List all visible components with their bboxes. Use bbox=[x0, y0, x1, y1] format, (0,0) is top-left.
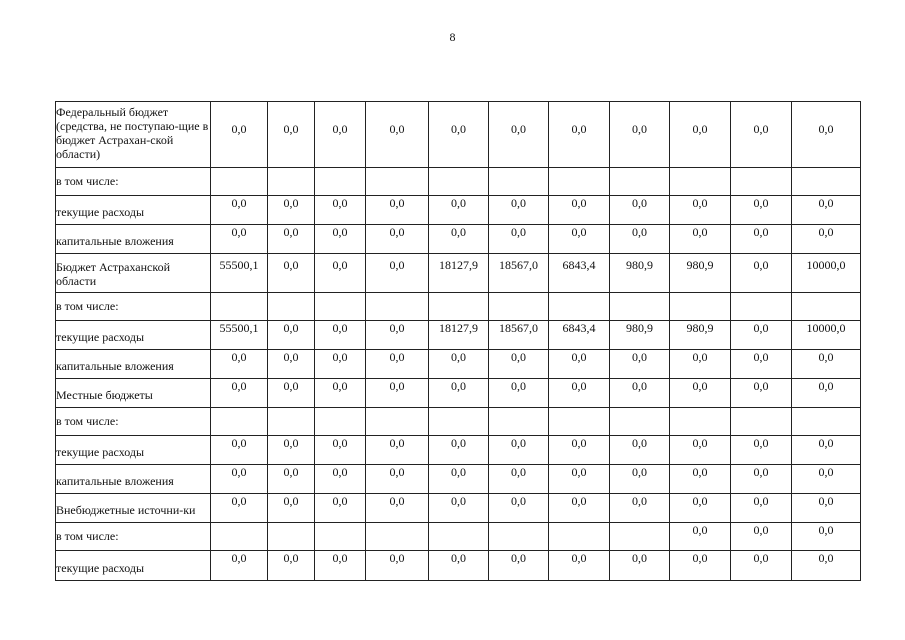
table-cell: 0,0 bbox=[489, 102, 549, 168]
table-cell: 0,0 bbox=[268, 465, 315, 494]
table-cell: 0,0 bbox=[268, 254, 315, 293]
table-row bbox=[56, 523, 861, 551]
row-label: в том числе: bbox=[56, 408, 211, 436]
table-cell: 0,0 bbox=[268, 350, 315, 379]
table-cell bbox=[429, 293, 489, 321]
table-cell: 0,0 bbox=[610, 196, 670, 225]
table-cell: 18127,9 bbox=[429, 254, 489, 293]
table-cell: 18567,0 bbox=[489, 254, 549, 293]
row-label: Местные бюджеты bbox=[56, 379, 211, 408]
table-cell: 0,0 bbox=[792, 379, 861, 408]
table-cell: 0,0 bbox=[670, 494, 731, 523]
table-cell: 0,0 bbox=[792, 523, 861, 551]
table-cell: 0,0 bbox=[315, 494, 366, 523]
table-cell: 0,0 bbox=[792, 196, 861, 225]
budget-table bbox=[55, 101, 861, 581]
table-cell: 0,0 bbox=[731, 551, 792, 581]
table-cell: 0,0 bbox=[489, 494, 549, 523]
table-cell: 0,0 bbox=[268, 494, 315, 523]
table-cell bbox=[268, 408, 315, 436]
table-cell: 0,0 bbox=[549, 196, 610, 225]
table-cell: 0,0 bbox=[489, 551, 549, 581]
table-cell: 0,0 bbox=[268, 436, 315, 465]
table-cell: 0,0 bbox=[670, 465, 731, 494]
table-cell: 0,0 bbox=[366, 350, 429, 379]
table-cell bbox=[429, 168, 489, 196]
table-cell bbox=[211, 408, 268, 436]
table-cell bbox=[610, 523, 670, 551]
table-cell: 0,0 bbox=[610, 465, 670, 494]
table-cell bbox=[670, 168, 731, 196]
table-cell: 0,0 bbox=[731, 321, 792, 350]
table-cell: 0,0 bbox=[610, 225, 670, 254]
table-cell: 0,0 bbox=[366, 465, 429, 494]
table-cell: 0,0 bbox=[315, 551, 366, 581]
table-cell bbox=[268, 523, 315, 551]
table-cell bbox=[731, 168, 792, 196]
table-cell: 0,0 bbox=[268, 196, 315, 225]
table-cell: 6843,4 bbox=[549, 321, 610, 350]
table-cell: 10000,0 bbox=[792, 321, 861, 350]
table-cell: 0,0 bbox=[429, 350, 489, 379]
table-cell bbox=[489, 523, 549, 551]
table-cell bbox=[610, 408, 670, 436]
table-cell bbox=[429, 523, 489, 551]
table-cell: 0,0 bbox=[670, 102, 731, 168]
table-cell: 0,0 bbox=[268, 379, 315, 408]
row-label: в том числе: bbox=[56, 523, 211, 551]
table-cell: 0,0 bbox=[489, 465, 549, 494]
row-label: Бюджет Астраханской области bbox=[56, 254, 211, 293]
table-cell: 0,0 bbox=[731, 254, 792, 293]
table-cell: 0,0 bbox=[211, 494, 268, 523]
table-cell: 0,0 bbox=[315, 436, 366, 465]
table-cell: 55500,1 bbox=[211, 254, 268, 293]
table-cell: 0,0 bbox=[366, 321, 429, 350]
table-cell: 0,0 bbox=[366, 254, 429, 293]
table-cell bbox=[549, 408, 610, 436]
table-cell: 0,0 bbox=[549, 350, 610, 379]
table-cell: 0,0 bbox=[429, 102, 489, 168]
table-cell: 0,0 bbox=[429, 379, 489, 408]
row-label: текущие расходы bbox=[56, 196, 211, 225]
row-label: текущие расходы bbox=[56, 436, 211, 465]
table-cell bbox=[792, 168, 861, 196]
table-cell: 0,0 bbox=[792, 436, 861, 465]
table-cell: 0,0 bbox=[489, 225, 549, 254]
table-cell: 0,0 bbox=[366, 196, 429, 225]
table-cell: 0,0 bbox=[211, 196, 268, 225]
table-row bbox=[56, 321, 861, 350]
row-label: в том числе: bbox=[56, 168, 211, 196]
table-cell: 10000,0 bbox=[792, 254, 861, 293]
table-cell bbox=[610, 168, 670, 196]
table-cell: 0,0 bbox=[792, 551, 861, 581]
table-cell bbox=[268, 293, 315, 321]
table-cell: 18567,0 bbox=[489, 321, 549, 350]
table-cell: 0,0 bbox=[670, 225, 731, 254]
table-cell: 0,0 bbox=[670, 551, 731, 581]
table-cell: 0,0 bbox=[610, 436, 670, 465]
table-cell: 0,0 bbox=[211, 551, 268, 581]
table-cell: 0,0 bbox=[366, 379, 429, 408]
table-cell: 980,9 bbox=[670, 254, 731, 293]
table-cell bbox=[366, 408, 429, 436]
table-cell: 0,0 bbox=[268, 102, 315, 168]
table-cell: 0,0 bbox=[792, 350, 861, 379]
table-cell bbox=[670, 293, 731, 321]
table-cell: 0,0 bbox=[429, 225, 489, 254]
table-cell: 0,0 bbox=[429, 465, 489, 494]
table-cell: 0,0 bbox=[429, 196, 489, 225]
table-cell bbox=[549, 293, 610, 321]
table-cell: 0,0 bbox=[731, 523, 792, 551]
row-label: капитальные вложения bbox=[56, 465, 211, 494]
table-cell: 0,0 bbox=[489, 379, 549, 408]
table-cell: 0,0 bbox=[670, 350, 731, 379]
table-cell: 0,0 bbox=[268, 225, 315, 254]
table-row bbox=[56, 350, 861, 379]
table-cell bbox=[489, 293, 549, 321]
table-cell bbox=[366, 293, 429, 321]
table-cell: 0,0 bbox=[211, 436, 268, 465]
table-cell: 55500,1 bbox=[211, 321, 268, 350]
table-cell: 0,0 bbox=[549, 379, 610, 408]
table-cell: 0,0 bbox=[489, 350, 549, 379]
table-cell: 0,0 bbox=[211, 379, 268, 408]
table-cell: 0,0 bbox=[489, 196, 549, 225]
table-cell: 0,0 bbox=[610, 350, 670, 379]
table-cell: 0,0 bbox=[792, 465, 861, 494]
table-row bbox=[56, 102, 861, 168]
table-row bbox=[56, 436, 861, 465]
table-cell: 0,0 bbox=[731, 465, 792, 494]
table-cell: 0,0 bbox=[366, 225, 429, 254]
table-cell: 0,0 bbox=[429, 551, 489, 581]
table-row bbox=[56, 293, 861, 321]
table-cell: 0,0 bbox=[731, 379, 792, 408]
table-cell bbox=[792, 408, 861, 436]
table-cell: 0,0 bbox=[610, 551, 670, 581]
table-body bbox=[56, 102, 861, 581]
table-cell: 980,9 bbox=[610, 254, 670, 293]
table-cell: 0,0 bbox=[211, 465, 268, 494]
table-cell: 0,0 bbox=[549, 102, 610, 168]
row-label: капитальные вложения bbox=[56, 350, 211, 379]
table-row bbox=[56, 551, 861, 581]
table-cell: 0,0 bbox=[211, 225, 268, 254]
table-cell: 0,0 bbox=[315, 321, 366, 350]
row-label: капитальные вложения bbox=[56, 225, 211, 254]
row-label: Федеральный бюджет (средства, не поступаю-щие в бюджет Астрахан-ской области) bbox=[56, 102, 211, 168]
table-cell bbox=[731, 293, 792, 321]
table-cell bbox=[211, 168, 268, 196]
table-cell bbox=[315, 293, 366, 321]
table-cell: 0,0 bbox=[792, 494, 861, 523]
table-cell: 0,0 bbox=[268, 551, 315, 581]
table-cell bbox=[549, 523, 610, 551]
table-cell bbox=[429, 408, 489, 436]
table-cell: 0,0 bbox=[670, 523, 731, 551]
table-cell: 0,0 bbox=[549, 494, 610, 523]
table-cell: 0,0 bbox=[366, 494, 429, 523]
table-cell: 0,0 bbox=[549, 436, 610, 465]
table-cell: 18127,9 bbox=[429, 321, 489, 350]
row-label: текущие расходы bbox=[56, 551, 211, 581]
table-cell: 0,0 bbox=[315, 196, 366, 225]
page-number: 8 bbox=[449, 30, 456, 44]
table-cell bbox=[268, 168, 315, 196]
table-cell: 0,0 bbox=[268, 321, 315, 350]
table-cell: 0,0 bbox=[731, 436, 792, 465]
table-cell: 980,9 bbox=[610, 321, 670, 350]
table-cell: 0,0 bbox=[610, 494, 670, 523]
table-row bbox=[56, 254, 861, 293]
table-row bbox=[56, 465, 861, 494]
table-cell bbox=[315, 168, 366, 196]
table-cell bbox=[489, 168, 549, 196]
table-cell: 0,0 bbox=[315, 225, 366, 254]
table-cell: 0,0 bbox=[366, 436, 429, 465]
row-label: текущие расходы bbox=[56, 321, 211, 350]
table-row bbox=[56, 408, 861, 436]
table-cell: 0,0 bbox=[731, 102, 792, 168]
table-cell: 0,0 bbox=[670, 436, 731, 465]
table-cell: 0,0 bbox=[489, 436, 549, 465]
table-cell bbox=[315, 408, 366, 436]
table-cell: 0,0 bbox=[315, 465, 366, 494]
table-row bbox=[56, 225, 861, 254]
table-cell bbox=[366, 168, 429, 196]
table-cell: 0,0 bbox=[549, 551, 610, 581]
table-cell bbox=[670, 408, 731, 436]
table-cell: 0,0 bbox=[315, 350, 366, 379]
table-cell: 0,0 bbox=[366, 102, 429, 168]
table-cell: 980,9 bbox=[670, 321, 731, 350]
table-cell bbox=[211, 293, 268, 321]
table-cell bbox=[366, 523, 429, 551]
table-cell: 0,0 bbox=[549, 225, 610, 254]
table-cell bbox=[792, 293, 861, 321]
table-cell: 0,0 bbox=[429, 436, 489, 465]
table-cell: 0,0 bbox=[731, 225, 792, 254]
table-cell: 0,0 bbox=[315, 102, 366, 168]
table-row bbox=[56, 379, 861, 408]
table-cell: 0,0 bbox=[792, 225, 861, 254]
table-cell bbox=[211, 523, 268, 551]
table-cell: 0,0 bbox=[731, 196, 792, 225]
table-cell: 0,0 bbox=[670, 379, 731, 408]
table-row bbox=[56, 168, 861, 196]
table-cell: 0,0 bbox=[731, 350, 792, 379]
table-cell: 0,0 bbox=[211, 350, 268, 379]
table-cell: 0,0 bbox=[670, 196, 731, 225]
table-row bbox=[56, 494, 861, 523]
table-row bbox=[56, 196, 861, 225]
table-cell: 0,0 bbox=[211, 102, 268, 168]
table-cell: 0,0 bbox=[429, 494, 489, 523]
table-cell bbox=[549, 168, 610, 196]
row-label: Внебюджетные источни-ки bbox=[56, 494, 211, 523]
table-cell: 0,0 bbox=[731, 494, 792, 523]
table-cell bbox=[731, 408, 792, 436]
table-cell: 0,0 bbox=[792, 102, 861, 168]
table-cell: 6843,4 bbox=[549, 254, 610, 293]
table-cell: 0,0 bbox=[610, 379, 670, 408]
table-cell bbox=[610, 293, 670, 321]
row-label: в том числе: bbox=[56, 293, 211, 321]
table-cell: 0,0 bbox=[610, 102, 670, 168]
table-cell: 0,0 bbox=[549, 465, 610, 494]
table-cell: 0,0 bbox=[366, 551, 429, 581]
table-cell: 0,0 bbox=[315, 254, 366, 293]
table-cell: 0,0 bbox=[315, 379, 366, 408]
table-cell bbox=[489, 408, 549, 436]
table-cell bbox=[315, 523, 366, 551]
